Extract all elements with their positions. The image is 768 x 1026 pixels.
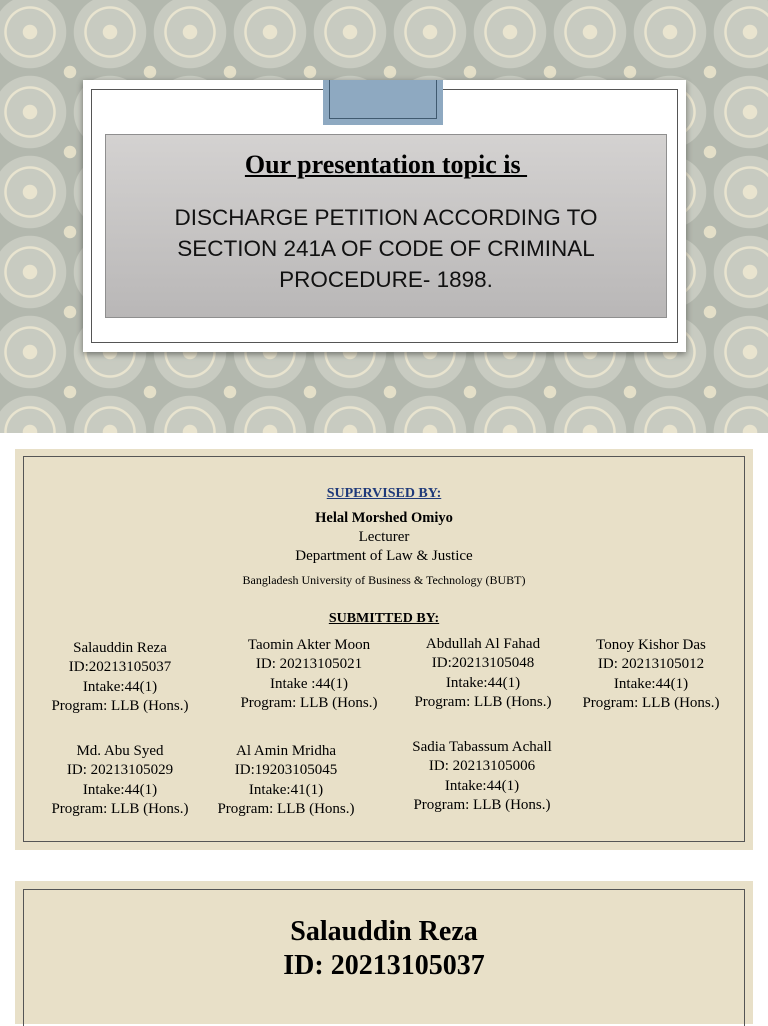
member-id: ID: 20213105012 (597, 656, 705, 673)
topic-heading: Our presentation topic is (244, 150, 528, 179)
topic-title: DISCHARGE PETITION ACCORDING TO SECTION 241A OF CODE OF CRIMINAL PROCEDURE- 1898. (174, 205, 598, 292)
title-tab-inner (329, 80, 437, 119)
member-intake: Intake:44(1) (445, 674, 521, 691)
member-name: Sadia Tabassum Achall (412, 739, 552, 755)
title-tab-decoration (323, 80, 443, 125)
member-slide-border (23, 889, 745, 1026)
member-program: Program: LLB (Hons.) (240, 694, 378, 711)
member-program: Program: LLB (Hons.) (413, 796, 551, 813)
title-card (83, 80, 686, 352)
member-name: Md. Abu Syed (76, 743, 164, 759)
supervisor-university: Bangladesh University of Business & Technology (BUBT) (242, 573, 526, 587)
member-program: Program: LLB (Hons.) (217, 800, 355, 817)
topic-box (105, 134, 667, 318)
member-card (214, 636, 404, 713)
member-name: Taomin Akter Moon (247, 637, 371, 653)
member-intake: Intake:44(1) (613, 675, 689, 692)
presenter-name: Salauddin Reza (290, 916, 478, 947)
member-program: Program: LLB (Hons.) (51, 697, 189, 714)
member-id: ID:20213105037 (68, 659, 172, 676)
member-id: ID: 20213105006 (428, 758, 536, 775)
member-program: Program: LLB (Hons.) (51, 800, 189, 817)
member-name: Abdullah Al Fahad (425, 636, 541, 652)
presenter-id: ID: 20213105037 (283, 950, 485, 981)
member-intake: Intake:44(1) (444, 777, 520, 794)
member-id: ID: 20213105021 (255, 656, 363, 673)
member-intake: Intake :44(1) (270, 675, 348, 692)
title-slide (0, 0, 768, 433)
member-card (388, 635, 578, 712)
member-program: Program: LLB (Hons.) (582, 694, 720, 711)
member-card (25, 639, 215, 716)
supervisor-department: Department of Law & Justice (295, 548, 473, 564)
supervised-by-label: SUPERVISED BY: (326, 486, 442, 501)
supervisor-role: Lecturer (358, 529, 410, 545)
member-name: Al Amin Mridha (236, 743, 336, 759)
submitted-by-label: SUBMITTED BY: (328, 611, 440, 626)
team-slide (15, 449, 753, 850)
member-intake: Intake:44(1) (82, 781, 158, 798)
member-intake: Intake:41(1) (248, 781, 324, 798)
member-card (387, 738, 577, 815)
member-slide (15, 881, 753, 1024)
member-card (25, 742, 215, 819)
member-name: Tonoy Kishor Das (596, 637, 706, 653)
member-id: ID:20213105048 (431, 655, 535, 672)
member-card (556, 636, 746, 713)
member-name: Salauddin Reza (73, 640, 167, 656)
member-program: Program: LLB (Hons.) (414, 693, 552, 710)
member-intake: Intake:44(1) (82, 678, 158, 695)
team-slide-border (23, 456, 745, 842)
supervisor-name: Helal Morshed Omiyo (315, 510, 453, 526)
member-id: ID: 20213105029 (66, 762, 174, 779)
member-card (191, 742, 381, 819)
member-id: ID:19203105045 (234, 762, 338, 779)
